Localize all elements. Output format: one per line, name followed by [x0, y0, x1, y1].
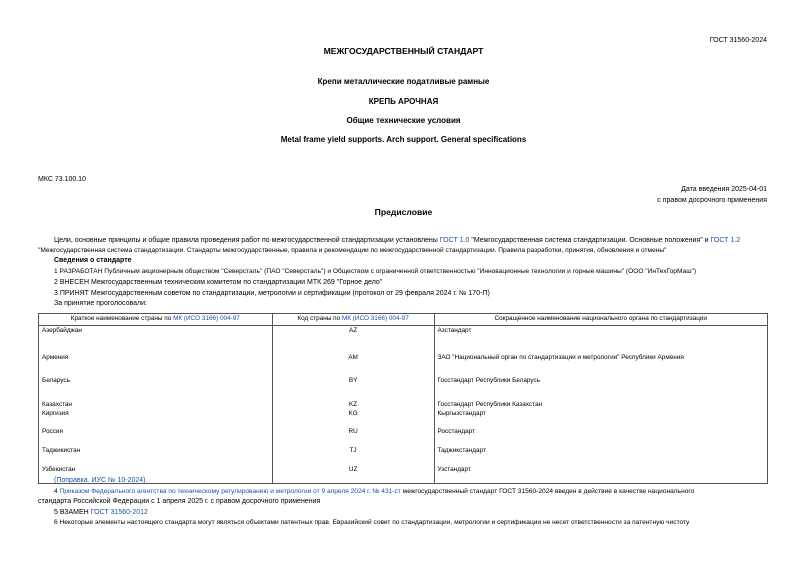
mks-code: МКС 73.100.10 — [38, 176, 86, 183]
table-row — [39, 427, 768, 446]
title-en: Metal frame yield supports. Arch support. General specifications — [280, 135, 527, 144]
table-row — [39, 371, 768, 395]
preface-heading: Предисловие — [374, 207, 433, 217]
standard-info-heading: Сведения о стандарте — [54, 257, 132, 264]
code-cell: BY — [272, 371, 434, 395]
code-cell: AM — [272, 345, 434, 372]
country-cell: Узбекистан — [39, 465, 273, 484]
mk-iso-3166-link[interactable]: МК (ИСО 3166) 004-97 — [173, 315, 240, 322]
column-header-national-body: Сокращенное наименование национального органа по стандартизации — [434, 314, 767, 326]
voted-label: За принятие проголосовали: — [54, 300, 147, 307]
country-cell: Беларусь — [39, 371, 273, 395]
amendment-link[interactable]: (Поправка. ИУС № 10-2024). — [54, 477, 148, 484]
country-cell: Киргизия — [39, 409, 273, 428]
national-body-cell: Госстандарт Республики Казахстан — [434, 395, 767, 409]
table-row — [39, 409, 768, 428]
gost-31560-2012-link[interactable]: ГОСТ 31560-2012 — [90, 509, 148, 516]
column-header-country — [39, 314, 273, 326]
code-cell: UZ — [272, 465, 434, 484]
code-cell: KZ — [272, 395, 434, 409]
code-cell: AZ — [272, 326, 434, 345]
country-cell: Таджикистан — [39, 446, 273, 465]
column-header-country-text: Краткое наименование страны по — [70, 315, 172, 322]
document-code: ГОСТ 31560-2024 — [709, 37, 767, 44]
item-4-text: межгосударственный стандарт ГОСТ 31560-2024 введен в действие в качестве национального — [402, 488, 695, 495]
gost-1-2-link[interactable]: ГОСТ 1.2 — [710, 237, 741, 244]
voting-countries-table — [38, 313, 768, 484]
spec-ru: Общие технические условия — [346, 116, 461, 125]
table-row — [39, 395, 768, 409]
national-body-cell: ЗАО "Национальный орган по стандартизации и метрологии" Республики Армения — [434, 345, 767, 372]
column-header-code — [272, 314, 434, 326]
preface-paragraph-1-line-2: "Межгосударственная система стандартизации. Стандарты межгосударственные, правила и рекомендации по межгосударственной стандартизации. Правила разработки, принятия, обновления и отмены" — [38, 247, 667, 254]
standard-type-heading: МЕЖГОСУДАРСТВЕННЫЙ СТАНДАРТ — [323, 46, 484, 56]
country-cell: Россия — [39, 427, 273, 446]
preface-text-b: "Межгосударственная система стандартизации. Основные положения" и — [471, 237, 709, 244]
info-item-2: 2 ВНЕСЕН Межгосударственным техническим комитетом по стандартизации МТК 269 "Горное дело" — [54, 279, 383, 286]
mk-iso-3166-link-2[interactable]: МК (ИСО 3166) 004-97 — [341, 315, 409, 322]
item-4-number: 4 — [54, 488, 58, 495]
info-item-6: 6 Некоторые элементы настоящего стандарта могут являться объектами патентных прав. Евразийский совет по стандартизации, метрологии и сертификации не несет ответственности за патентную чистоту — [54, 519, 690, 526]
table-row — [39, 345, 768, 372]
preface-paragraph-1 — [54, 237, 740, 244]
code-cell: KG — [272, 409, 434, 428]
intro-date: Дата введения 2025-04-01 — [681, 186, 767, 193]
national-body-cell: Росстандарт — [434, 427, 767, 446]
table-row — [39, 326, 768, 345]
info-item-5 — [54, 509, 148, 516]
info-item-4 — [54, 488, 694, 495]
table-row — [39, 465, 768, 484]
gost-1-0-link[interactable]: ГОСТ 1.0 — [439, 237, 470, 244]
rosstandart-order-link[interactable]: Приказом Федерального агентства по техническому регулированию и метрологии от 9 апреля 2024 г. № 431-ст — [59, 488, 401, 495]
national-body-cell: Госстандарт Республики Беларусь — [434, 371, 767, 395]
country-cell: Азербайджан — [39, 326, 273, 345]
code-cell: RU — [272, 427, 434, 446]
title-ru: Крепи металлические податливые рамные — [317, 77, 490, 86]
national-body-cell: Азстандарт — [434, 326, 767, 345]
country-cell: Армения — [39, 345, 273, 372]
early-application-note: с правом досрочного применения — [657, 197, 767, 204]
national-body-cell: Кыргызстандарт — [434, 409, 767, 428]
table-row — [39, 446, 768, 465]
item-5-text: 5 ВЗАМЕН — [54, 509, 89, 516]
country-cell: Казахстан — [39, 395, 273, 409]
info-item-1: 1 РАЗРАБОТАН Публичным акционерным обществом "Северсталь" (ПАО "Северсталь") и Обществом с ограниченной ответственностью "Инновационные технологии и горные машины" (ООО "ИнТехГорМаш") — [54, 268, 697, 275]
national-body-cell: Таджикстандарт — [434, 446, 767, 465]
subtitle-ru: КРЕПЬ АРОЧНАЯ — [368, 97, 439, 106]
column-header-code-text: Код страны по — [297, 315, 341, 322]
info-item-4-line-2: стандарта Российской Федерации с 1 апреля 2025 г. с правом досрочного применения — [38, 498, 321, 505]
table-header-row — [39, 314, 768, 326]
code-cell: TJ — [272, 446, 434, 465]
info-item-3: 3 ПРИНЯТ Межгосударственным советом по стандартизации, метрологии и сертификации (протокол от 29 февраля 2024 г. № 170-П) — [54, 290, 490, 297]
preface-text-a: Цели, основные принципы и общие правила проведения работ по межгосударственной стандартизации установлены — [54, 237, 438, 244]
national-body-cell: Узстандарт — [434, 465, 767, 484]
